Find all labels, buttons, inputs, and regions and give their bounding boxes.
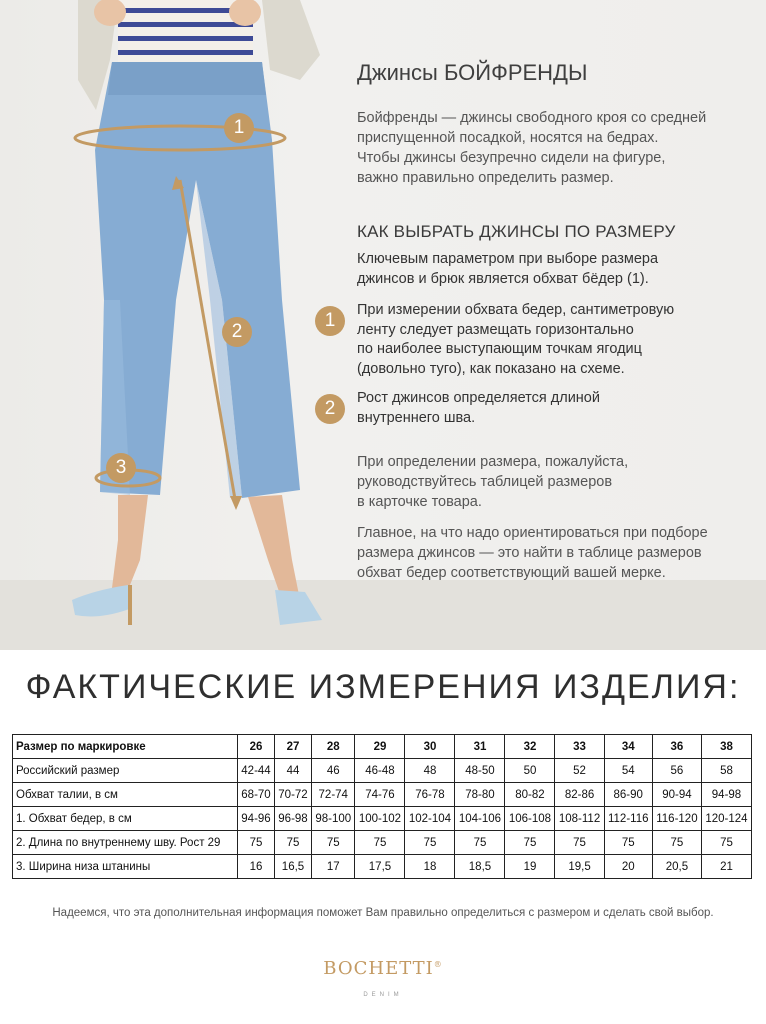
table-cell: 75 <box>652 831 701 855</box>
table-cell: 75 <box>275 831 312 855</box>
table-cell: Российский размер <box>13 759 238 783</box>
table-cell: 16,5 <box>275 855 312 879</box>
brand-reg: ® <box>433 960 443 969</box>
table-cell: 54 <box>604 759 652 783</box>
intro-text: Бойфренды — джинсы свободного кроя со средней приспущенной посадкой, носятся на бедрах. Чтобы джинсы безупречно сидели на фигуре, важно правильно определить размер. <box>357 110 707 186</box>
table-cell: 38 <box>701 735 751 759</box>
main-text: Главное, на что надо ориентироваться при подборе размера джинсов — это найти в таблице размеров обхват бедер соответствующий вашей мерке. <box>357 525 708 581</box>
table-row <box>13 855 752 879</box>
table-cell: 56 <box>652 759 701 783</box>
table-cell: 94-98 <box>701 783 751 807</box>
table-cell: 46 <box>312 759 355 783</box>
table-cell: 21 <box>701 855 751 879</box>
table-cell: Обхват талии, в см <box>13 783 238 807</box>
table-cell: 78-80 <box>455 783 505 807</box>
table-cell: Размер по маркировке <box>13 735 238 759</box>
table-cell: 76-78 <box>405 783 455 807</box>
table-cell: 70-72 <box>275 783 312 807</box>
table-cell: 75 <box>312 831 355 855</box>
table-cell: 1. Обхват бедер, в см <box>13 807 238 831</box>
marker-3: 3 <box>106 453 136 483</box>
table-row <box>13 783 752 807</box>
table-cell: 82-86 <box>555 783 604 807</box>
table-cell: 18 <box>405 855 455 879</box>
table-cell: 108-112 <box>555 807 604 831</box>
table-cell: 27 <box>275 735 312 759</box>
table-cell: 19,5 <box>555 855 604 879</box>
table-row <box>13 759 752 783</box>
table-cell: 44 <box>275 759 312 783</box>
table-cell: 120-124 <box>701 807 751 831</box>
table-cell: 94-96 <box>238 807 275 831</box>
marker-1: 1 <box>224 113 254 143</box>
table-cell: 80-82 <box>505 783 555 807</box>
table-cell: 104-106 <box>455 807 505 831</box>
table-cell: 19 <box>505 855 555 879</box>
table-cell: 42-44 <box>238 759 275 783</box>
measurements-title: ФАКТИЧЕСКИЕ ИЗМЕРЕНИЯ ИЗДЕЛИЯ: <box>25 668 741 706</box>
table-cell: 75 <box>604 831 652 855</box>
step-1-text: При измерении обхвата бедер, сантиметровую ленту следует размещать горизонтально по наиболее выступающим точкам ягодиц (довольно туго), как показано на схеме. <box>357 302 675 377</box>
table-cell: 98-100 <box>312 807 355 831</box>
step-2-badge: 2 <box>315 394 345 424</box>
table-cell: 3. Ширина низа штанины <box>13 855 238 879</box>
table-cell: 96-98 <box>275 807 312 831</box>
table-cell: 17 <box>312 855 355 879</box>
table-cell: 86-90 <box>604 783 652 807</box>
section-heading: КАК ВЫБРАТЬ ДЖИНСЫ ПО РАЗМЕРУ <box>357 222 676 241</box>
advice-text: При определении размера, пожалуйста, руководствуйтесь таблицей размеров в карточке товара. <box>357 454 629 510</box>
table-cell: 34 <box>604 735 652 759</box>
table-cell: 33 <box>555 735 604 759</box>
table-cell: 18,5 <box>455 855 505 879</box>
marker-2: 2 <box>222 317 252 347</box>
table-cell: 112-116 <box>604 807 652 831</box>
table-cell: 90-94 <box>652 783 701 807</box>
table-cell: 31 <box>455 735 505 759</box>
brand-name: BOCHETTI <box>323 958 434 979</box>
table-cell: 46-48 <box>355 759 405 783</box>
footer-note: Надеемся, что эта дополнительная информация поможет Вам правильно определиться с размером и сделать свой выбор. <box>52 907 714 919</box>
table-cell: 17,5 <box>355 855 405 879</box>
table-cell: 26 <box>238 735 275 759</box>
table-cell: 75 <box>355 831 405 855</box>
table-cell: 72-74 <box>312 783 355 807</box>
table-cell: 102-104 <box>405 807 455 831</box>
key-text: Ключевым параметром при выборе размера джинсов и брюк является обхват бёдер (1). <box>357 251 659 287</box>
table-cell: 48-50 <box>455 759 505 783</box>
table-cell: 58 <box>701 759 751 783</box>
table-cell: 75 <box>505 831 555 855</box>
table-cell: 52 <box>555 759 604 783</box>
table-cell: 20 <box>604 855 652 879</box>
page-title: Джинсы БОЙФРЕНДЫ <box>357 60 588 85</box>
table-cell: 116-120 <box>652 807 701 831</box>
table-cell: 100-102 <box>355 807 405 831</box>
table-cell: 106-108 <box>505 807 555 831</box>
step-2-text: Рост джинсов определяется длиной внутреннего шва. <box>357 390 600 426</box>
table-cell: 28 <box>312 735 355 759</box>
table-cell: 32 <box>505 735 555 759</box>
size-table <box>12 734 752 879</box>
table-cell: 75 <box>555 831 604 855</box>
table-header-row <box>13 735 752 759</box>
table-row <box>13 807 752 831</box>
brand-sub: DENIM <box>363 992 403 998</box>
table-cell: 75 <box>455 831 505 855</box>
table-row <box>13 831 752 855</box>
table-cell: 29 <box>355 735 405 759</box>
model-illustration <box>0 0 340 650</box>
table-cell: 48 <box>405 759 455 783</box>
table-cell: 74-76 <box>355 783 405 807</box>
table-cell: 30 <box>405 735 455 759</box>
table-cell: 2. Длина по внутреннему шву. Рост 29 <box>13 831 238 855</box>
table-cell: 16 <box>238 855 275 879</box>
table-cell: 50 <box>505 759 555 783</box>
brand-logo <box>0 958 766 979</box>
table-cell: 75 <box>238 831 275 855</box>
table-cell: 75 <box>701 831 751 855</box>
table-cell: 20,5 <box>652 855 701 879</box>
step-1-badge: 1 <box>315 306 345 336</box>
table-cell: 75 <box>405 831 455 855</box>
table-cell: 68-70 <box>238 783 275 807</box>
table-cell: 36 <box>652 735 701 759</box>
